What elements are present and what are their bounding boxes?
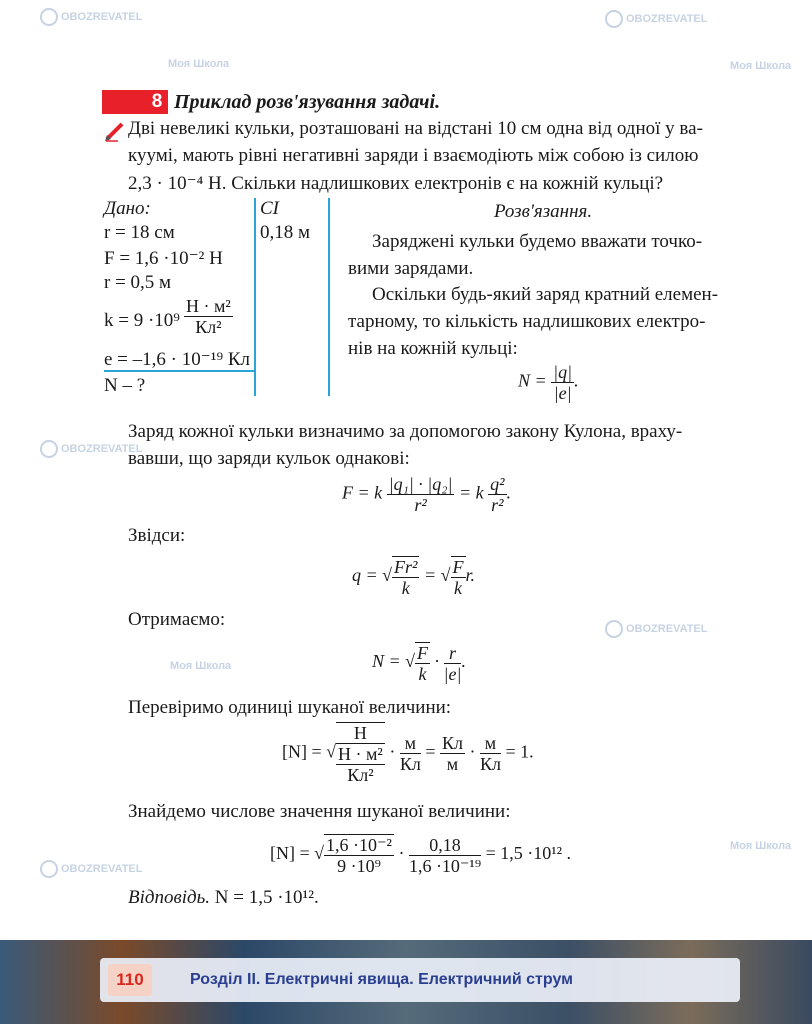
- given-heading: Дано:: [104, 198, 151, 219]
- solution-line: вими зарядами.: [348, 258, 474, 279]
- formula-n-charge: N = $\frac{|q|}{|e|}$ .: [518, 362, 579, 403]
- watermark: OBOZREVATEL: [40, 8, 142, 26]
- solution-line: Перевіримо одиниці шуканої величини:: [128, 697, 452, 718]
- given-k: k = 9 ·10⁹: [104, 310, 180, 331]
- problem-line: куумі, мають рівні негативні заряди і взаємодіють між собою із силою: [128, 145, 699, 166]
- given-r: r = 18 см: [104, 222, 175, 243]
- watermark: Моя Школа: [730, 60, 792, 72]
- given-k-units: $\frac{\text{Н · м²}}{\text{Кл²}}$: [186, 296, 231, 337]
- solution-line: нів на кожній кульці:: [348, 338, 518, 359]
- chapter-title: Розділ ІІ. Електричні явища. Електричний струм: [190, 971, 573, 988]
- solution-heading: Розв'язання.: [494, 201, 593, 222]
- problem-line: Дві невеликі кульки, розташовані на відстані 10 см одна від одної у ва-: [128, 118, 703, 139]
- solution-line: Оскільки будь-який заряд кратний елемен-: [372, 284, 719, 305]
- example-number: 8: [151, 91, 163, 112]
- table-divider: [328, 198, 330, 396]
- page-number: 110: [108, 964, 152, 996]
- given-e: e = –1,6 · 10⁻¹⁹ Кл: [104, 349, 250, 370]
- watermark: Моя Школа: [730, 840, 792, 852]
- formula-coulomb: F = k $\frac{\text{|q₁| · |q₂|}}{\text{r²}}$ = k $\frac{\text{q²}}{\text{r²}}$ .: [342, 474, 511, 515]
- solution-line: Заряд кожної кульки визначимо за допомогою закону Кулона, враху-: [128, 421, 683, 442]
- problem-line: 2,3 · 10⁻⁴ Н. Скільки надлишкових електронів є на кожній кульці?: [128, 173, 664, 194]
- answer-label: Відповідь.: [128, 887, 211, 908]
- solution-line: Заряджені кульки будемо вважати точко-: [372, 231, 703, 252]
- formula-q: q = √ $\frac{\text{Fr²}}{k}$ = √ $\frac{F}{k}$ r.: [352, 557, 476, 598]
- watermark: Моя Школа: [170, 660, 232, 672]
- formula-n: N = √ $\frac{F}{k}$ · $\frac{r}{|e|}$ .: [372, 642, 466, 684]
- watermark: OBOZREVATEL: [40, 860, 142, 878]
- given-find: N – ?: [104, 375, 146, 396]
- formula-units: [N] = √ Н Н · м² Кл² · $\frac{м}{Кл}$ = $\frac{Кл}{м}$ · $\frac{м}{Кл}$ = 1.: [282, 723, 534, 785]
- watermark: OBOZREVATEL: [40, 440, 142, 458]
- given-r2: r = 0,5 м: [104, 272, 172, 293]
- solution-line: тарному, то кількість надлишкових електро-: [348, 311, 706, 332]
- watermark: Моя Школа: [168, 58, 230, 70]
- formula-numeric: [N] = √ $\frac{\text{1,6 ·10⁻²}}{\text{9 ·10⁹}}$ · $\frac{0,18}{\text{1,6 ·10⁻¹⁹}}$ = 1,5 ·10¹² .: [270, 834, 572, 876]
- table-divider: [254, 198, 256, 396]
- si-r: 0,18 м: [260, 222, 311, 243]
- example-heading: Приклад розв'язування задачі.: [174, 91, 441, 113]
- table-divider: [104, 370, 256, 372]
- solution-line: вавши, що заряди кульок однакові:: [128, 448, 410, 469]
- watermark: OBOZREVATEL: [605, 620, 707, 638]
- solution-line: Звідси:: [128, 525, 186, 546]
- answer-value: N = 1,5 ·10¹².: [214, 887, 319, 908]
- si-heading: СІ: [260, 198, 279, 219]
- solution-line: Отримаємо:: [128, 609, 226, 630]
- pencil-icon: [104, 120, 126, 147]
- answer: [128, 887, 319, 909]
- watermark: OBOZREVATEL: [605, 10, 707, 28]
- given-F: F = 1,6 ·10⁻² Н: [104, 248, 223, 269]
- solution-line: Знайдемо числове значення шуканої величини:: [128, 801, 511, 822]
